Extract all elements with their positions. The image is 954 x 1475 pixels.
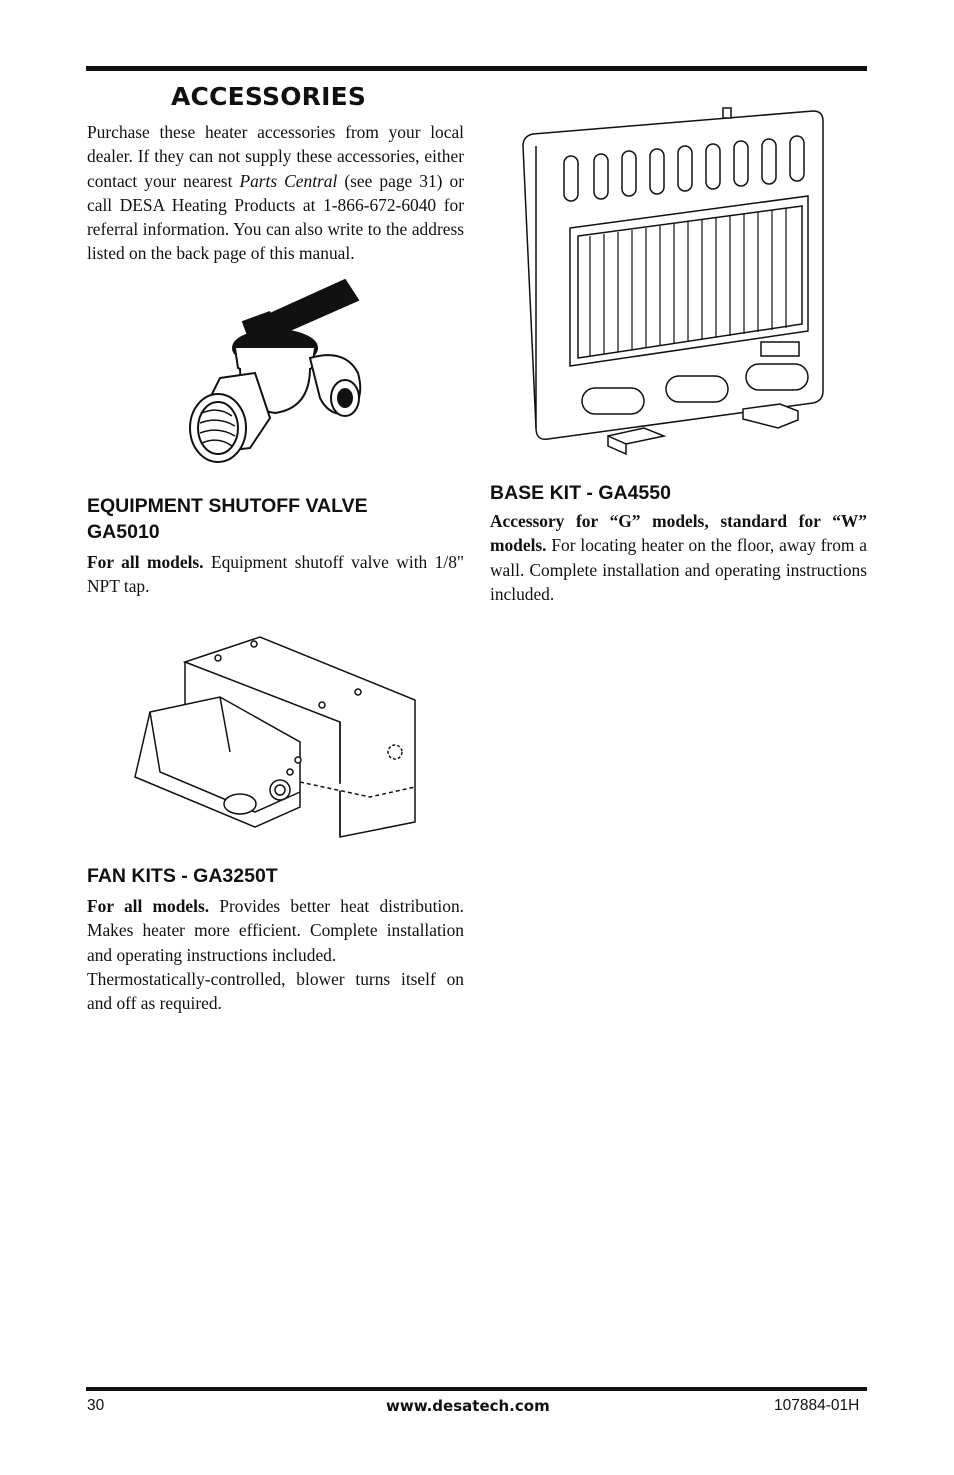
footer-website-link[interactable]: www.desatech.com: [386, 1397, 550, 1415]
top-rule: [86, 66, 867, 71]
base-paragraph: Accessory for “G” models, standard for “W” models. For locating heater on the floor, away from a wall. Complete installation and operating instructions included.: [490, 511, 867, 604]
valve-paragraph: For all models. Equipment shutoff valve with 1/8" NPT tap.: [87, 552, 465, 597]
base-section: [490, 480, 867, 606]
intro-block: [87, 120, 464, 266]
fan-heading: FAN KITS - GA3250T: [87, 865, 278, 887]
base-heading: BASE KIT - GA4550: [490, 482, 671, 504]
heater-base-kit-illustration: [518, 106, 828, 456]
bottom-rule: [86, 1387, 867, 1391]
shutoff-valve-illustration: [180, 278, 370, 468]
page-title: ACCESSORIES: [171, 82, 367, 111]
valve-heading: EQUIPMENT SHUTOFF VALVE GA5010: [87, 495, 368, 543]
intro-paragraph: Purchase these heater accessories from your local dealer. If they can not supply these accessories, either contact your nearest Parts Central (see page 31) or call DESA Heating Products at 1-866-672-6040 for referral information. You can also write to the address listed on the back page of this manual.: [87, 122, 464, 264]
page-number: 30: [87, 1397, 105, 1414]
fan-section: [87, 863, 464, 1015]
valve-section: [87, 493, 464, 599]
fan-kit-illustration: [130, 632, 420, 842]
document-number: 107884-01H: [774, 1397, 860, 1414]
fan-paragraph: For all models. Provides better heat distribution. Makes heater more efficient. Complete installation and operating instructions included.: [87, 896, 464, 965]
fan-paragraph-2: Thermostatically-controlled, blower turns itself on and off as required.: [87, 968, 464, 1014]
